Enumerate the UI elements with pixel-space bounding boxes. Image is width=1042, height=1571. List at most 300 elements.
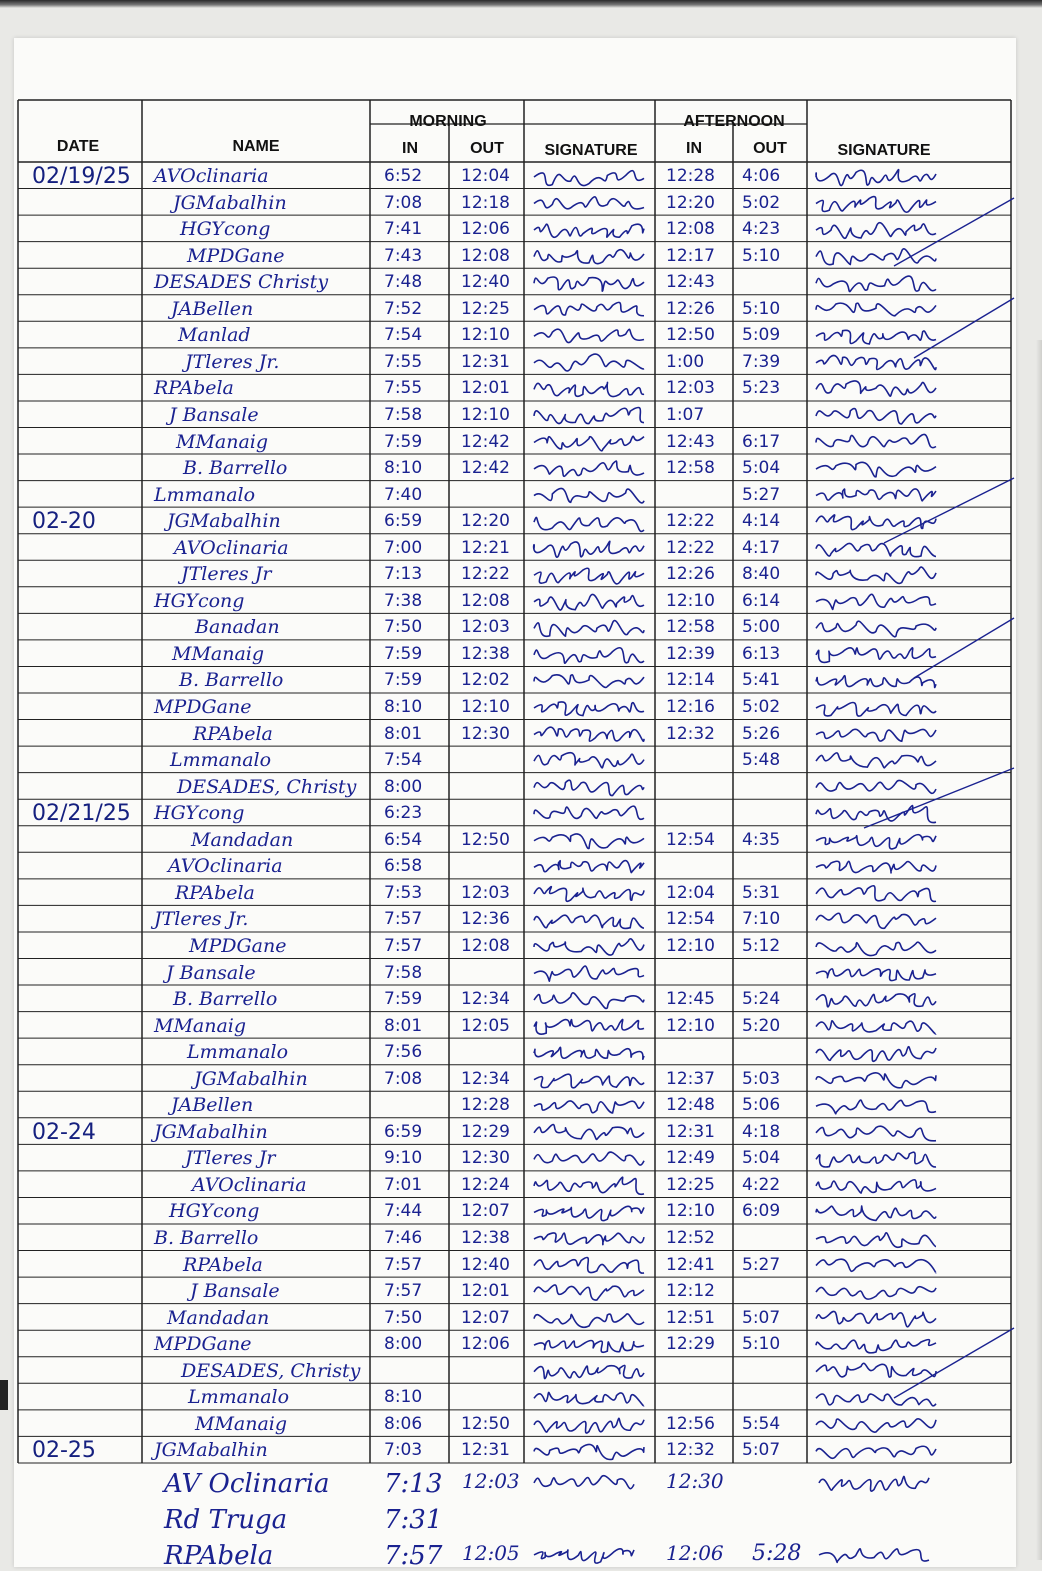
signature-scribble xyxy=(816,567,936,583)
row-name: B. Barrello xyxy=(154,1227,259,1249)
below-name: AV Oclinaria xyxy=(164,1468,330,1499)
signature-scribble xyxy=(816,729,936,741)
row-afternoon-in: 12:37 xyxy=(666,1068,715,1089)
header-morning: MORNING xyxy=(409,113,487,130)
row-morning-in: 7:44 xyxy=(384,1201,423,1222)
row-name: HGYcong xyxy=(154,589,245,612)
row-morning-out: 12:30 xyxy=(461,723,510,744)
row-date: 02-24 xyxy=(32,1119,96,1145)
row-morning-in: 7:50 xyxy=(384,1307,423,1328)
row-name: RPAbela xyxy=(183,1253,263,1276)
row-morning-out: 12:10 xyxy=(461,404,510,425)
row-afternoon-in: 12:48 xyxy=(666,1095,715,1116)
row-afternoon-out: 5:07 xyxy=(742,1307,781,1328)
row-afternoon-out: 5:23 xyxy=(742,378,781,399)
row-name: AVOclinaria xyxy=(192,1173,307,1196)
row-name: MManaig xyxy=(176,430,269,453)
row-morning-in: 8:06 xyxy=(384,1413,423,1434)
signature-scribble xyxy=(819,1549,929,1563)
row-morning-out: 12:22 xyxy=(461,564,510,585)
signature-scribble xyxy=(816,1021,936,1034)
row-morning-in: 6:52 xyxy=(384,166,423,186)
row-morning-in: 7:48 xyxy=(384,272,423,293)
signature-scribble xyxy=(816,1073,936,1088)
row-afternoon-in: 12:28 xyxy=(666,166,715,186)
header-pm-out: OUT xyxy=(753,140,787,157)
row-morning-out: 12:06 xyxy=(461,1334,510,1355)
signature-scribble xyxy=(816,676,936,688)
row-morning-in: 6:54 xyxy=(384,829,423,850)
signature-scribble xyxy=(534,702,644,716)
row-morning-out: 12:04 xyxy=(461,166,510,186)
row-morning-out: 12:29 xyxy=(461,1121,510,1142)
row-name: HGYcong xyxy=(180,218,271,241)
signature-scribble xyxy=(534,1206,644,1220)
row-afternoon-in: 12:50 xyxy=(666,325,715,346)
below-morning-in: 7:13 xyxy=(384,1468,443,1499)
row-morning-in: 7:03 xyxy=(384,1440,423,1461)
row-name: JGMabalhin xyxy=(154,1120,268,1143)
row-morning-out: 12:28 xyxy=(461,1095,510,1116)
row-morning-out: 12:20 xyxy=(461,511,510,532)
row-afternoon-in: 12:14 xyxy=(666,670,715,691)
signature-scribble xyxy=(816,994,936,1007)
row-morning-out: 12:30 xyxy=(461,1148,510,1169)
row-afternoon-in: 12:29 xyxy=(666,1334,715,1355)
row-morning-out: 12:36 xyxy=(461,909,510,930)
row-morning-out: 12:10 xyxy=(461,697,510,717)
row-morning-in: 8:01 xyxy=(384,1015,423,1036)
signature-scribble xyxy=(816,702,936,716)
row-afternoon-in: 12:56 xyxy=(666,1413,715,1434)
signature-scribble xyxy=(534,1257,644,1273)
signature-scribble xyxy=(816,515,936,530)
row-name: JGMabalhin xyxy=(167,510,281,533)
header-am-signature: SIGNATURE xyxy=(544,142,638,159)
row-morning-out: 12:34 xyxy=(461,1068,510,1089)
row-name: MPDGane xyxy=(154,696,252,718)
row-name: J Bansale xyxy=(169,403,259,426)
signature-scribble xyxy=(534,861,644,873)
row-afternoon-out: 5:54 xyxy=(742,1413,781,1434)
row-afternoon-in: 12:04 xyxy=(666,882,715,903)
signature-scribble xyxy=(816,1152,936,1167)
row-name: JTleres Jr. xyxy=(154,908,249,931)
signature-scribble xyxy=(534,1019,644,1034)
below-afternoon-in: 12:06 xyxy=(666,1540,724,1565)
row-morning-in: 7:43 xyxy=(384,245,423,266)
row-morning-out: 12:03 xyxy=(461,617,510,638)
signature-scribble xyxy=(816,753,936,768)
signature-scribble xyxy=(534,461,644,476)
row-afternoon-out: 4:14 xyxy=(742,511,781,532)
row-afternoon-in: 12:43 xyxy=(666,431,715,452)
row-afternoon-out: 5:10 xyxy=(742,298,781,319)
row-morning-out: 12:24 xyxy=(461,1174,510,1195)
row-afternoon-out: 5:10 xyxy=(742,1334,781,1355)
row-afternoon-out: 5:10 xyxy=(742,245,781,266)
signature-scribble xyxy=(816,434,936,447)
row-morning-in: 8:10 xyxy=(384,1387,423,1408)
row-afternoon-in: 12:54 xyxy=(666,829,715,850)
row-morning-in: 6:58 xyxy=(384,856,423,877)
row-afternoon-in: 12:52 xyxy=(666,1228,715,1248)
row-afternoon-out: 5:06 xyxy=(742,1095,781,1116)
row-afternoon-in: 12:17 xyxy=(666,245,715,266)
row-morning-out: 12:06 xyxy=(461,219,510,240)
row-morning-out: 12:31 xyxy=(461,1440,510,1461)
signature-scribble xyxy=(816,969,936,981)
row-morning-in: 6:59 xyxy=(384,1121,423,1142)
signature-scribble xyxy=(816,197,936,213)
row-morning-in: 6:23 xyxy=(384,803,423,824)
signature-scribble xyxy=(816,1419,936,1432)
row-morning-out: 12:34 xyxy=(461,989,510,1010)
row-morning-in: 7:00 xyxy=(384,537,423,558)
signature-scribble xyxy=(534,488,644,503)
row-name: Lmmanalo xyxy=(154,483,256,506)
row-afternoon-in: 12:41 xyxy=(666,1254,715,1275)
signature-scribble xyxy=(534,197,644,209)
signature-scribble xyxy=(534,436,644,451)
row-morning-out: 12:21 xyxy=(461,537,510,558)
signature-scribble xyxy=(534,1444,644,1459)
row-morning-in: 7:58 xyxy=(384,962,423,983)
row-name: RPAbela xyxy=(154,377,234,400)
row-name: J Bansale xyxy=(166,961,256,984)
signature-scribble xyxy=(816,780,936,793)
header-name: NAME xyxy=(232,138,280,155)
signature-scribble xyxy=(534,407,644,423)
row-afternoon-in: 12:32 xyxy=(666,1440,715,1461)
row-morning-out: 12:42 xyxy=(461,431,510,452)
row-afternoon-in: 12:54 xyxy=(666,909,715,930)
row-morning-out: 12:31 xyxy=(461,351,510,372)
row-morning-out: 12:50 xyxy=(461,829,510,850)
below-afternoon-out: 5:28 xyxy=(752,1540,802,1566)
row-morning-in: 7:52 xyxy=(384,298,423,319)
row-afternoon-out: 5:48 xyxy=(742,750,781,771)
row-morning-out: 12:18 xyxy=(461,192,510,213)
row-morning-out: 12:08 xyxy=(461,245,510,266)
row-name: AVOclinaria xyxy=(154,165,269,187)
row-name: Lmmanalo xyxy=(187,1041,289,1064)
signature-scribble xyxy=(534,1365,644,1378)
row-afternoon-out: 4:06 xyxy=(742,166,781,186)
row-name: HGYcong xyxy=(169,1200,260,1223)
signature-scribble xyxy=(534,1177,644,1194)
row-morning-out: 12:38 xyxy=(461,643,510,664)
row-morning-out: 12:07 xyxy=(461,1201,510,1222)
row-name: DESADES, Christy xyxy=(177,775,357,798)
header-afternoon: AFTERNOON xyxy=(683,113,785,130)
signature-scribble xyxy=(534,1549,634,1563)
row-name: J Bansale xyxy=(190,1280,280,1303)
row-afternoon-in: 12:49 xyxy=(666,1148,715,1169)
row-afternoon-out: 6:17 xyxy=(742,431,781,452)
row-morning-in: 7:59 xyxy=(384,431,423,452)
row-name: JGMabalhin xyxy=(154,1439,268,1462)
signature-scribble xyxy=(816,1363,936,1377)
row-morning-in: 8:01 xyxy=(384,723,423,744)
row-afternoon-in: 12:10 xyxy=(666,1201,715,1222)
row-afternoon-in: 12:32 xyxy=(666,723,715,744)
row-name: MManaig xyxy=(172,642,265,665)
stray-pen-stroke xyxy=(864,768,1014,828)
row-afternoon-out: 6:13 xyxy=(742,643,781,664)
row-afternoon-in: 12:25 xyxy=(666,1174,715,1195)
row-morning-in: 7:55 xyxy=(384,378,423,399)
header-date: DATE xyxy=(56,138,100,155)
row-morning-in: 7:57 xyxy=(384,935,423,956)
signature-scribble xyxy=(819,1476,929,1491)
signature-scribble xyxy=(534,1476,634,1489)
below-morning-in: 7:57 xyxy=(384,1540,443,1571)
signature-scribble xyxy=(816,1233,936,1248)
signature-scribble xyxy=(816,223,936,239)
row-morning-in: 7:57 xyxy=(384,909,423,930)
signature-scribble xyxy=(534,541,644,557)
row-morning-out: 12:01 xyxy=(461,378,510,399)
row-name: MPDGane xyxy=(189,934,287,957)
row-afternoon-in: 12:22 xyxy=(666,511,715,532)
row-morning-in: 8:00 xyxy=(384,1334,423,1355)
row-name: DESADES Christy xyxy=(154,271,329,294)
row-afternoon-in: 12:26 xyxy=(666,564,715,585)
row-name: AVOclinaria xyxy=(174,536,289,559)
row-morning-out: 12:10 xyxy=(461,325,510,346)
row-afternoon-out: 4:23 xyxy=(742,219,781,240)
row-morning-in: 7:59 xyxy=(384,643,423,664)
signature-scribble xyxy=(816,409,936,424)
row-afternoon-in: 1:07 xyxy=(666,404,705,425)
row-name: MPDGane xyxy=(187,244,285,267)
row-afternoon-out: 5:12 xyxy=(742,935,781,956)
row-name: Lmmanalo xyxy=(188,1386,290,1409)
signature-scribble xyxy=(816,1047,936,1062)
signature-scribble xyxy=(816,1394,936,1406)
header-am-out: OUT xyxy=(470,140,504,157)
header-am-in: IN xyxy=(402,140,418,157)
row-name: MManaig xyxy=(154,1014,247,1037)
signature-scribble xyxy=(816,1100,936,1114)
row-morning-out: 12:01 xyxy=(461,1281,510,1302)
row-name: RPAbela xyxy=(193,722,273,745)
row-morning-out: 12:38 xyxy=(461,1228,510,1248)
signature-scribble xyxy=(534,834,644,849)
signature-scribble xyxy=(816,1340,936,1353)
signature-scribble xyxy=(534,939,644,955)
row-afternoon-out: 5:27 xyxy=(742,1254,781,1275)
signature-scribble xyxy=(534,329,644,342)
row-name: AVOclinaria xyxy=(168,855,283,878)
signature-scribble xyxy=(534,568,644,584)
signature-scribble xyxy=(816,170,936,186)
row-morning-in: 7:46 xyxy=(384,1228,423,1248)
signature-scribble xyxy=(534,1418,644,1433)
row-afternoon-out: 6:14 xyxy=(742,590,781,611)
signature-scribble xyxy=(534,1074,644,1088)
row-morning-in: 7:40 xyxy=(384,484,423,505)
signature-scribble xyxy=(816,1259,936,1273)
row-afternoon-out: 4:18 xyxy=(742,1121,781,1142)
signature-scribble xyxy=(816,861,936,873)
signature-scribble xyxy=(534,806,644,819)
scan-right-shadow xyxy=(1036,340,1042,1560)
signature-scribble xyxy=(534,1341,644,1353)
row-morning-out: 12:02 xyxy=(461,670,510,691)
row-name: Mandadan xyxy=(167,1306,270,1329)
signature-scribble xyxy=(534,302,644,315)
signature-scribble xyxy=(816,886,936,902)
row-morning-out: 12:50 xyxy=(461,1413,510,1434)
row-afternoon-out: 5:00 xyxy=(742,617,781,638)
signature-scribble xyxy=(816,543,936,556)
row-name: B. Barrello xyxy=(183,457,288,480)
below-morning-in: 7:31 xyxy=(384,1504,443,1535)
attendance-sheet xyxy=(14,38,1016,1571)
row-morning-in: 7:54 xyxy=(384,750,423,771)
below-morning-out: 12:03 xyxy=(462,1468,520,1493)
row-morning-out: 12:05 xyxy=(461,1015,510,1036)
signature-scribble xyxy=(534,1233,644,1245)
row-morning-in: 7:55 xyxy=(384,351,423,372)
signature-scribble xyxy=(534,382,644,396)
row-morning-out: 12:07 xyxy=(461,1307,510,1328)
row-afternoon-out: 7:10 xyxy=(742,909,781,930)
row-name: Lmmanalo xyxy=(170,749,272,772)
row-afternoon-in: 12:12 xyxy=(666,1281,715,1302)
below-afternoon-in: 12:30 xyxy=(666,1468,724,1493)
row-afternoon-out: 5:03 xyxy=(742,1068,781,1089)
row-morning-in: 7:41 xyxy=(384,219,423,240)
row-afternoon-in: 1:00 xyxy=(666,351,705,372)
row-morning-out: 12:40 xyxy=(461,272,510,293)
row-morning-out: 12:08 xyxy=(461,590,510,611)
row-morning-in: 7:59 xyxy=(384,670,423,691)
signature-scribble xyxy=(534,993,644,1009)
row-morning-in: 7:01 xyxy=(384,1174,423,1195)
row-name: JABellen xyxy=(171,1094,254,1117)
signature-scribble xyxy=(816,1180,936,1193)
below-morning-out: 12:05 xyxy=(462,1540,520,1565)
signature-scribble xyxy=(534,277,644,291)
row-name: JTleres Jr xyxy=(181,563,272,586)
row-afternoon-in: 12:51 xyxy=(666,1307,715,1328)
row-afternoon-out: 5:31 xyxy=(742,882,781,903)
row-afternoon-in: 12:43 xyxy=(666,272,715,293)
row-morning-in: 8:10 xyxy=(384,697,423,717)
row-morning-in: 8:10 xyxy=(384,458,423,479)
signature-scribble xyxy=(816,806,936,823)
row-name: JTleres Jr. xyxy=(185,350,280,373)
row-name: Manlad xyxy=(178,324,251,347)
row-name: B. Barrello xyxy=(179,669,284,692)
signature-scribble xyxy=(534,727,644,741)
signature-scribble xyxy=(816,913,936,928)
row-afternoon-out: 6:09 xyxy=(742,1201,781,1222)
row-morning-in: 7:54 xyxy=(384,325,423,346)
row-date: 02/19/25 xyxy=(32,164,131,189)
signature-scribble xyxy=(816,381,936,396)
signature-scribble xyxy=(534,780,644,795)
signature-scribble xyxy=(534,648,644,664)
signature-scribble xyxy=(816,1446,936,1458)
row-name: RPAbela xyxy=(175,881,255,904)
signature-scribble xyxy=(816,1126,936,1141)
scan-left-mark xyxy=(0,1380,8,1410)
signature-scribble xyxy=(534,915,644,928)
row-afternoon-in: 12:10 xyxy=(666,935,715,956)
below-name: Rd Truga xyxy=(164,1504,288,1535)
signature-scribble xyxy=(816,330,936,344)
signature-scribble xyxy=(816,1206,936,1220)
row-afternoon-out: 5:24 xyxy=(742,989,781,1010)
row-afternoon-out: 5:04 xyxy=(742,1148,781,1169)
signature-scribble xyxy=(816,303,936,316)
stray-pen-stroke xyxy=(914,298,1014,358)
row-afternoon-out: 7:39 xyxy=(742,351,781,372)
row-afternoon-in: 12:45 xyxy=(666,989,715,1010)
signature-scribble xyxy=(816,594,936,609)
row-morning-in: 7:50 xyxy=(384,617,423,638)
signature-scribble xyxy=(534,250,644,264)
row-morning-in: 7:38 xyxy=(384,590,423,611)
header-pm-signature: SIGNATURE xyxy=(837,142,931,159)
stray-pen-stroke xyxy=(894,1328,1014,1398)
row-name: MPDGane xyxy=(154,1333,252,1356)
row-date: 02-25 xyxy=(32,1438,96,1464)
signature-scribble xyxy=(534,753,644,768)
signature-scribble xyxy=(816,356,936,370)
signature-scribble xyxy=(534,1101,644,1113)
signature-scribble xyxy=(816,1287,936,1299)
signature-scribble xyxy=(534,594,644,610)
signature-scribble xyxy=(534,675,644,688)
signature-scribble xyxy=(534,1285,644,1300)
row-afternoon-in: 12:08 xyxy=(666,219,715,240)
signature-scribble xyxy=(816,462,936,477)
row-name: JABellen xyxy=(171,297,254,320)
row-afternoon-in: 12:58 xyxy=(666,458,715,479)
row-name: JTleres Jr xyxy=(185,1147,276,1170)
row-afternoon-in: 12:39 xyxy=(666,643,715,664)
signature-scribble xyxy=(816,249,936,265)
signature-scribble xyxy=(534,887,644,902)
row-afternoon-in: 12:22 xyxy=(666,537,715,558)
row-morning-in: 7:57 xyxy=(384,1281,423,1302)
row-name: JGMabalhin xyxy=(194,1067,308,1090)
signature-scribble xyxy=(534,1392,644,1405)
row-name: Banadan xyxy=(195,616,280,639)
signature-scribble xyxy=(816,621,936,637)
row-afternoon-out: 4:17 xyxy=(742,537,781,558)
signature-scribble xyxy=(816,276,936,292)
scan-top-edge xyxy=(0,0,1042,8)
row-name: B. Barrello xyxy=(173,988,278,1011)
row-morning-in: 7:56 xyxy=(384,1042,423,1063)
row-morning-out: 12:25 xyxy=(461,298,510,319)
row-morning-out: 12:03 xyxy=(461,882,510,903)
signature-scribble xyxy=(534,1314,644,1327)
row-morning-in: 7:08 xyxy=(384,1068,423,1089)
signature-scribble xyxy=(816,835,936,849)
signature-scribble xyxy=(534,1047,644,1059)
signature-scribble xyxy=(816,648,936,663)
row-morning-in: 7:59 xyxy=(384,989,423,1010)
row-name: Mandadan xyxy=(191,828,294,851)
row-morning-in: 8:00 xyxy=(384,776,423,797)
